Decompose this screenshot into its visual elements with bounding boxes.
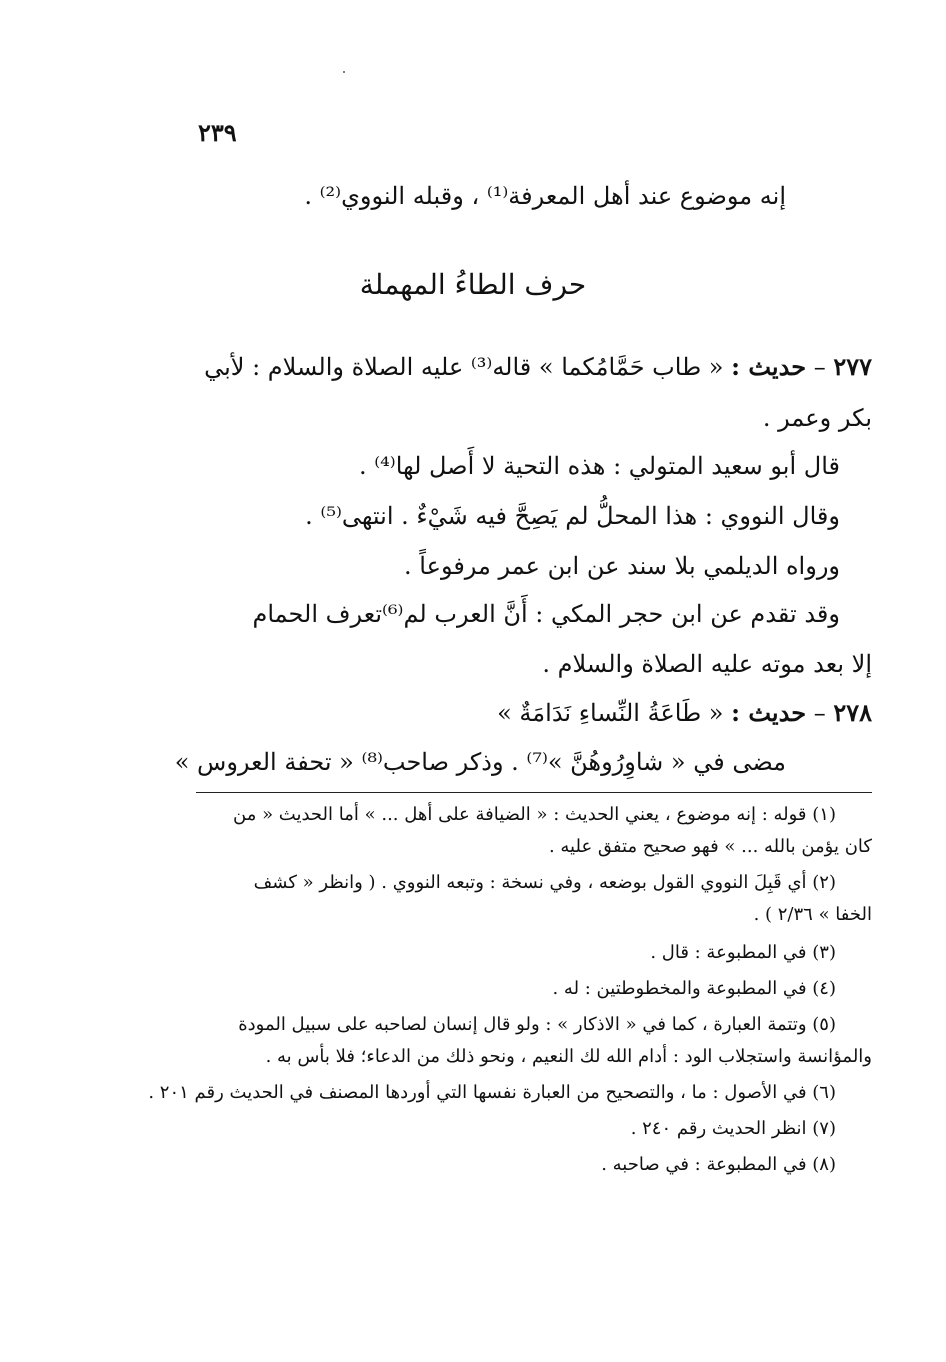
footnote-line: (٥) وتتمة العبارة ، كما في « الاذكار » : ولو قال إنسان لصاحبه على سبيل المودة: [238, 1014, 836, 1035]
entry-number: ٢٧٧: [833, 352, 872, 381]
entry-dash: –: [813, 353, 826, 381]
page-number: ٢٣٩: [198, 118, 237, 147]
entry-277-line2: بكر وعمر .: [762, 404, 872, 432]
section-heading: حرف الطاءُ المهملة: [359, 268, 587, 301]
footnote-line: (٦) في الأصول : ما ، والتصحيح من العبارة نفسها التي أوردها المصنف في الحديث رقم ٢٠١ .: [148, 1082, 836, 1103]
entry-278-line2: مضى في « شاوِرُوهُنَّ »⁽⁷⁾ . وذكر صاحب⁽⁸⁾ « تحفة العروس »: [174, 748, 786, 776]
entry-text: « طَاعَةُ النِّساءِ نَدَامَةٌ »: [497, 699, 724, 727]
entry-277-paragraph: وقد تقدم عن ابن حجر المكي : أَنَّ العرب لم⁽⁶⁾تعرف الحمام: [252, 600, 840, 628]
footnote-line: (٣) في المطبوعة : قال .: [650, 942, 836, 963]
footnote-line: (٢) أي قَبِلَ النووي القول بوضعه ، وفي نسخة : وتبعه النووي . ( وانظر « كشف: [253, 872, 836, 893]
footnote-line: الخفا » ٢/٣٦ ) .: [753, 904, 872, 925]
footnote-line: (٨) في المطبوعة : في صاحبه .: [601, 1154, 836, 1175]
entry-277-header: [204, 352, 872, 381]
entry-277-paragraph: إلا بعد موته عليه الصلاة والسلام .: [542, 650, 872, 678]
entry-dash: –: [813, 699, 826, 727]
entry-277-paragraph: ورواه الديلمي بلا سند عن ابن عمر مرفوعاً .: [404, 552, 840, 580]
footnote-line: (٤) في المطبوعة والمخطوطتين : له .: [552, 978, 836, 999]
footnote-divider: [196, 792, 872, 793]
entry-label: حديث :: [731, 352, 807, 381]
footnote-line: والمؤانسة واستجلاب الود : أدام الله لك النعيم ، ونحو ذلك من الدعاء؛ فلا بأس به .: [265, 1046, 872, 1067]
entry-text: « طاب حَمَّامُكما » قاله⁽³⁾ عليه الصلاة والسلام : لأبي: [204, 353, 724, 381]
footnote-line: كان يؤمن بالله ... » فهو صحيح متفق عليه .: [548, 836, 872, 857]
footnote-line: (٧) انظر الحديث رقم ٢٤٠ .: [630, 1118, 836, 1139]
opening-line: إنه موضوع عند أهل المعرفة⁽¹⁾ ، وقبله النووي⁽²⁾ .: [304, 182, 786, 210]
entry-label: حديث :: [731, 698, 807, 727]
page-speck: [343, 71, 345, 73]
entry-277-paragraph: وقال النووي : هذا المحلُّ لم يَصِحَّ فيه شَيْءٌ . انتهى⁽⁵⁾ .: [305, 502, 840, 530]
entry-277-paragraph: قال أبو سعيد المتولي : هذه التحية لا أَصل لها⁽⁴⁾ .: [359, 452, 840, 480]
entry-278-header: [497, 698, 872, 727]
entry-number: ٢٧٨: [833, 698, 872, 727]
footnote-line: (١) قوله : إنه موضوع ، يعني الحديث : « الضيافة على أهل ... » أما الحديث « من: [233, 804, 836, 825]
